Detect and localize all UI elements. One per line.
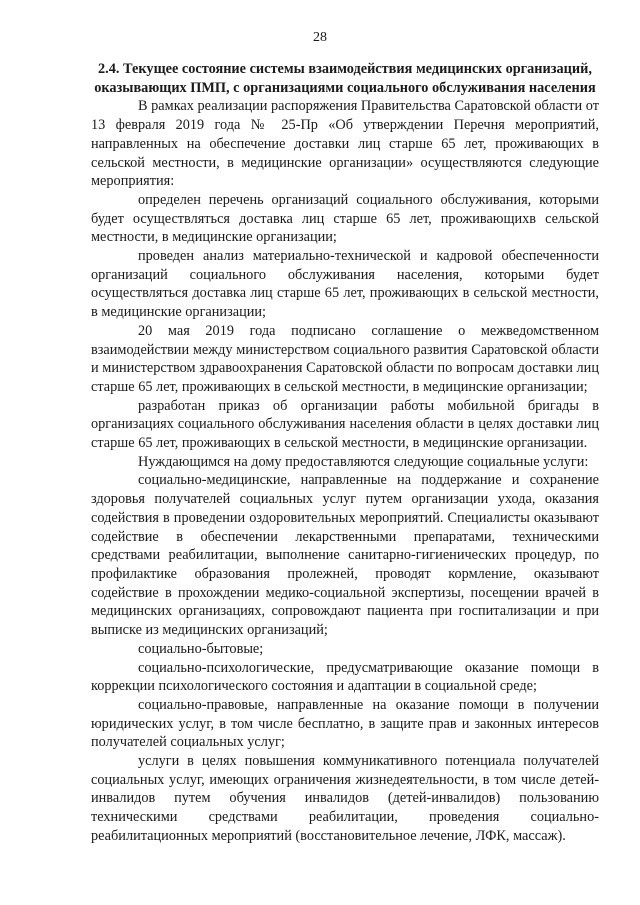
paragraph-services-intro: Нуждающимся на дому предоставляются следующие социальные услуги: [138,453,589,470]
paragraph-intro: В рамках реализации распоряжения Правительства Саратовской области от 13 февраля 2019 года № 25-Пр «Об утверждении Перечня мероприятий, направленных на обеспечение доставки лиц старше 65 лет, проживающих в сельской местности, в медицинские организации» осуществляются следующие мероприятия: [91,98,599,190]
document-body [91,60,599,846]
paragraph-service-item: социально-правовые, направленные на оказание помощи в получении юридических услуг, в том числе бесплатно, в защите прав и законных интересов получателей социальных услуг; [91,696,599,751]
paragraph-service-item: социально-бытовые; [138,640,264,657]
paragraph-service-item: социально-медицинские, направленные на поддержание и сохранение здоровья получателей социальных услуг путем организации ухода, оказания содействия в проведении оздоровительных мероприятий. Специалисты оказывают содействие в обеспечении лекарственными препаратами, техническими средствами реабилитации, выполнение санитарно-гигиенических процедур, по профилактике образования пролежней, проводят кормление, оказывают содействие в прохождении медико-социальной экспертизы, посещении врачей в медицинских организациях, сопровождают пациента при госпитализации и при выписке из медицинских организаций; [91,472,599,639]
page-number: 28 [313,30,327,45]
paragraph-list-item: проведен анализ материально-технической и кадровой обеспеченности организаций социального обслуживания населения, которыми будет осуществляться доставка лиц старше 65 лет, проживающих в сельской местности, в медицинские организации; [91,248,599,321]
paragraph-service-item: социально-психологические, предусматривающие оказание помощи в коррекции психологического состояния и адаптации в социальной среде; [91,659,599,695]
paragraph-list-item: 20 мая 2019 года подписано соглашение о межведомственном взаимодействии между министерством социального развития Саратовской области и министерством здравоохранения Саратовской области по вопросам доставки лиц старше 65 лет, проживающих в сельской местности, в медицинские организации; [91,322,599,395]
section-heading: 2.4. Текущее состояние системы взаимодействия медицинских организаций, оказывающих ПМП, с организациями социального обслуживания населения [94,61,596,96]
paragraph-list-item: определен перечень организаций социального обслуживания, которыми будет осуществляться доставка лиц старше 65 лет, проживающихв сельской местности, в медицинские организации; [91,191,599,246]
paragraph-service-item: услуги в целях повышения коммуникативного потенциала получателей социальных услуг, имеющих ограничения жизнедеятельности, в том числе детей-инвалидов путем обучения инвалидов (детей-инвалидов) пользованию техническими средствами реабилитации, проведения социально-реабилитационных мероприятий (восстановительное лечение, ЛФК, массаж). [91,753,599,844]
paragraph-list-item: разработан приказ об организации работы мобильной бригады в организациях социального обслуживания населения области в целях доставки лиц старше 65 лет, проживающих в сельской местности, в медицинские организации. [91,397,599,452]
